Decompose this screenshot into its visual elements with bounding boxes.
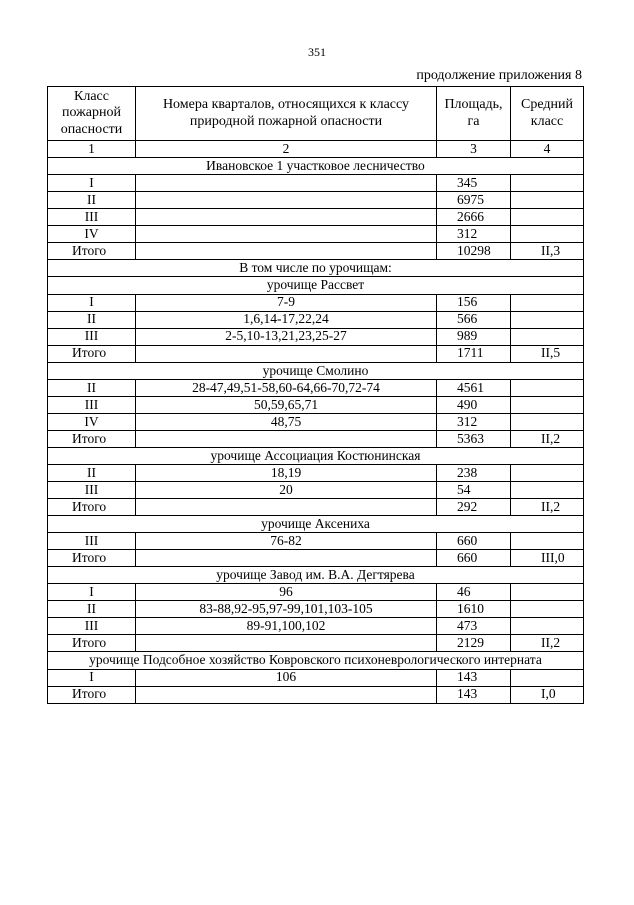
section-title: урочище Рассвет: [48, 277, 584, 294]
average-class-cell: II,5: [511, 345, 584, 362]
total-row: [48, 345, 584, 362]
quarters-cell: [136, 226, 437, 243]
table-row: [48, 192, 584, 209]
area-cell: 989: [437, 328, 511, 345]
area-cell: 2129: [437, 635, 511, 652]
section-header-row: [48, 447, 584, 464]
quarters-cell: 2-5,10-13,21,23,25-27: [136, 328, 437, 345]
average-class-cell: [511, 226, 584, 243]
area-cell: 312: [437, 226, 511, 243]
area-cell: 1610: [437, 601, 511, 618]
column-number: 2: [136, 141, 437, 158]
table-row: [48, 618, 584, 635]
column-number-row: [48, 141, 584, 158]
quarters-cell: 83-88,92-95,97-99,101,103-105: [136, 601, 437, 618]
quarters-cell: [136, 430, 437, 447]
class-cell: I: [48, 669, 136, 686]
table-row: [48, 226, 584, 243]
average-class-cell: [511, 209, 584, 226]
class-cell: Итого: [48, 243, 136, 260]
table-row: [48, 413, 584, 430]
quarters-cell: [136, 635, 437, 652]
fire-danger-table: [47, 86, 584, 704]
class-cell: II: [48, 379, 136, 396]
average-class-cell: II,2: [511, 430, 584, 447]
class-cell: IV: [48, 413, 136, 430]
quarters-cell: 1,6,14-17,22,24: [136, 311, 437, 328]
class-cell: Итого: [48, 635, 136, 652]
section-title: урочище Ассоциация Костюнинская: [48, 447, 584, 464]
table-row: [48, 209, 584, 226]
class-cell: II: [48, 192, 136, 209]
quarters-cell: 106: [136, 669, 437, 686]
area-cell: 4561: [437, 379, 511, 396]
area-cell: 54: [437, 481, 511, 498]
area-cell: 46: [437, 584, 511, 601]
section-title: урочище Аксениха: [48, 515, 584, 532]
class-cell: III: [48, 209, 136, 226]
class-cell: Итого: [48, 498, 136, 515]
area-cell: 10298: [437, 243, 511, 260]
section-title: Ивановское 1 участковое лесничество: [48, 158, 584, 175]
area-cell: 490: [437, 396, 511, 413]
class-cell: III: [48, 328, 136, 345]
continuation-note: продолжение приложения 8: [416, 68, 582, 83]
section-header-row: [48, 567, 584, 584]
area-cell: 292: [437, 498, 511, 515]
section-title: урочище Смолино: [48, 362, 584, 379]
section-title: урочище Завод им. В.А. Дегтярева: [48, 567, 584, 584]
average-class-cell: II,2: [511, 635, 584, 652]
area-cell: 660: [437, 533, 511, 550]
class-cell: Итого: [48, 686, 136, 703]
class-cell: Итого: [48, 550, 136, 567]
quarters-cell: 28-47,49,51-58,60-64,66-70,72-74: [136, 379, 437, 396]
area-cell: 5363: [437, 430, 511, 447]
area-cell: 238: [437, 464, 511, 481]
class-cell: Итого: [48, 430, 136, 447]
header-area: Площадь, га: [437, 87, 511, 141]
area-cell: 312: [437, 413, 511, 430]
area-cell: 1711: [437, 345, 511, 362]
class-cell: IV: [48, 226, 136, 243]
class-cell: III: [48, 481, 136, 498]
quarters-cell: [136, 209, 437, 226]
class-cell: I: [48, 294, 136, 311]
class-cell: Итого: [48, 345, 136, 362]
average-class-cell: [511, 396, 584, 413]
table-row: [48, 175, 584, 192]
total-row: [48, 550, 584, 567]
average-class-cell: [511, 618, 584, 635]
section-header-row: [48, 158, 584, 175]
average-class-cell: [511, 464, 584, 481]
area-cell: 143: [437, 669, 511, 686]
area-cell: 6975: [437, 192, 511, 209]
table-row: [48, 464, 584, 481]
section-header-row: [48, 260, 584, 277]
class-cell: I: [48, 584, 136, 601]
class-cell: II: [48, 311, 136, 328]
header-class: Класс пожарной опасности: [48, 87, 136, 141]
class-cell: II: [48, 601, 136, 618]
quarters-cell: 50,59,65,71: [136, 396, 437, 413]
table-row: [48, 601, 584, 618]
quarters-cell: [136, 192, 437, 209]
quarters-cell: 20: [136, 481, 437, 498]
area-cell: 143: [437, 686, 511, 703]
quarters-cell: 18,19: [136, 464, 437, 481]
average-class-cell: [511, 413, 584, 430]
average-class-cell: [511, 669, 584, 686]
average-class-cell: [511, 601, 584, 618]
column-number: 3: [437, 141, 511, 158]
page-number: 351: [308, 45, 326, 59]
average-class-cell: [511, 294, 584, 311]
average-class-cell: [511, 175, 584, 192]
average-class-cell: [511, 533, 584, 550]
quarters-cell: [136, 550, 437, 567]
section-header-row: [48, 362, 584, 379]
area-cell: 345: [437, 175, 511, 192]
section-header-row: [48, 277, 584, 294]
area-cell: 660: [437, 550, 511, 567]
column-number: 4: [511, 141, 584, 158]
table-row: [48, 396, 584, 413]
average-class-cell: III,0: [511, 550, 584, 567]
section-header-row: [48, 652, 584, 669]
average-class-cell: II,2: [511, 498, 584, 515]
table-row: [48, 481, 584, 498]
table-row: [48, 328, 584, 345]
class-cell: III: [48, 618, 136, 635]
table-header-row: [48, 87, 584, 141]
average-class-cell: [511, 379, 584, 396]
average-class-cell: [511, 481, 584, 498]
table-row: [48, 584, 584, 601]
table-row: [48, 379, 584, 396]
average-class-cell: [511, 311, 584, 328]
quarters-cell: 89-91,100,102: [136, 618, 437, 635]
average-class-cell: [511, 328, 584, 345]
section-header-row: [48, 515, 584, 532]
section-title: урочище Подсобное хозяйство Ковровского психоневрологического интерната: [48, 652, 584, 669]
class-cell: III: [48, 533, 136, 550]
section-title: В том числе по урочищам:: [48, 260, 584, 277]
area-cell: 2666: [437, 209, 511, 226]
quarters-cell: 48,75: [136, 413, 437, 430]
area-cell: 566: [437, 311, 511, 328]
quarters-cell: [136, 345, 437, 362]
class-cell: I: [48, 175, 136, 192]
quarters-cell: 7-9: [136, 294, 437, 311]
total-row: [48, 243, 584, 260]
average-class-cell: [511, 584, 584, 601]
total-row: [48, 430, 584, 447]
area-cell: 156: [437, 294, 511, 311]
table-row: [48, 311, 584, 328]
total-row: [48, 686, 584, 703]
area-cell: 473: [437, 618, 511, 635]
class-cell: II: [48, 464, 136, 481]
average-class-cell: I,0: [511, 686, 584, 703]
class-cell: III: [48, 396, 136, 413]
quarters-cell: [136, 498, 437, 515]
table-row: [48, 533, 584, 550]
header-quarters: Номера кварталов, относящихся к классу природной пожарной опасности: [136, 87, 437, 141]
table-row: [48, 294, 584, 311]
header-average: Средний класс: [511, 87, 584, 141]
quarters-cell: 96: [136, 584, 437, 601]
total-row: [48, 498, 584, 515]
column-number: 1: [48, 141, 136, 158]
average-class-cell: II,3: [511, 243, 584, 260]
average-class-cell: [511, 192, 584, 209]
table-row: [48, 669, 584, 686]
quarters-cell: 76-82: [136, 533, 437, 550]
quarters-cell: [136, 243, 437, 260]
quarters-cell: [136, 175, 437, 192]
total-row: [48, 635, 584, 652]
quarters-cell: [136, 686, 437, 703]
